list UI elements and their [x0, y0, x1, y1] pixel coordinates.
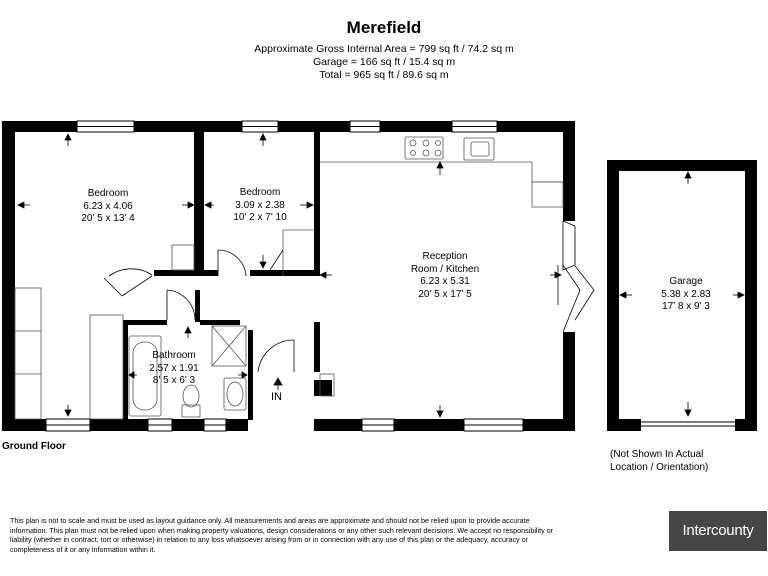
- room-size-metric: 6.23 x 5.31: [420, 276, 470, 287]
- room-name: Bathroom: [152, 350, 196, 361]
- room-size-metric: 6.23 x 4.06: [83, 200, 133, 212]
- room-size-imperial: 10' 2 x 7' 10: [233, 212, 287, 223]
- room-size-metric: 2.57 x 1.91: [149, 362, 199, 374]
- room-size-metric: 3.09 x 2.38: [235, 199, 285, 211]
- room-name: Garage: [669, 276, 703, 287]
- room-size-imperial: 17' 8 x 9' 3: [662, 301, 710, 312]
- room-name-line-2: Room / Kitchen: [410, 263, 480, 275]
- room-label-reception: [385, 251, 505, 301]
- entrance-label: IN: [271, 391, 282, 403]
- intercounty-logo: Intercounty: [669, 511, 767, 551]
- room-name: Bedroom: [87, 188, 129, 199]
- room-size-imperial: 20' 5 x 13' 4: [81, 213, 135, 224]
- plan-title: Merefield: [346, 18, 422, 37]
- room-name-line-1: Reception: [422, 251, 468, 262]
- note-line-1: (Not Shown In Actual: [610, 449, 704, 460]
- disclaimer-text: This plan is not to scale and must be used as layout guidance only. All measurements and areas are approximate and should not be relied upon to provide accurate information. This plan must not be relied upon when making property valuations, design considerations or any other such relevant decisions. We accept no responsibility or liability (whether in contract, tort or otherwise) in relation to any loss whatsoever arising from or in connection with any use of this plan or the adequacy, accuracy or completeness of it or any information within it.: [10, 516, 554, 554]
- room-size-imperial: 8' 5 x 6' 3: [152, 375, 196, 386]
- room-label-garage: [628, 276, 744, 314]
- room-name: Bedroom: [239, 187, 281, 198]
- garage-orientation-note: [610, 448, 708, 474]
- room-size-imperial: 20' 5 x 17' 5: [418, 288, 472, 300]
- room-label-bedroom-1: [48, 188, 168, 226]
- room-label-bathroom: [129, 350, 219, 388]
- total-area: Total = 965 sq ft / 89.6 sq m: [319, 69, 449, 81]
- floor-label: Ground Floor: [2, 441, 66, 452]
- garage-area: Garage = 166 sq ft / 15.4 sq m: [312, 56, 456, 68]
- room-label-bedroom-2: [200, 187, 320, 225]
- gross-internal-area: Approximate Gross Internal Area = 799 sq ft / 74.2 sq m: [254, 43, 514, 55]
- note-line-2: Location / Orientation): [610, 462, 709, 473]
- room-size-metric: 5.38 x 2.83: [661, 288, 711, 300]
